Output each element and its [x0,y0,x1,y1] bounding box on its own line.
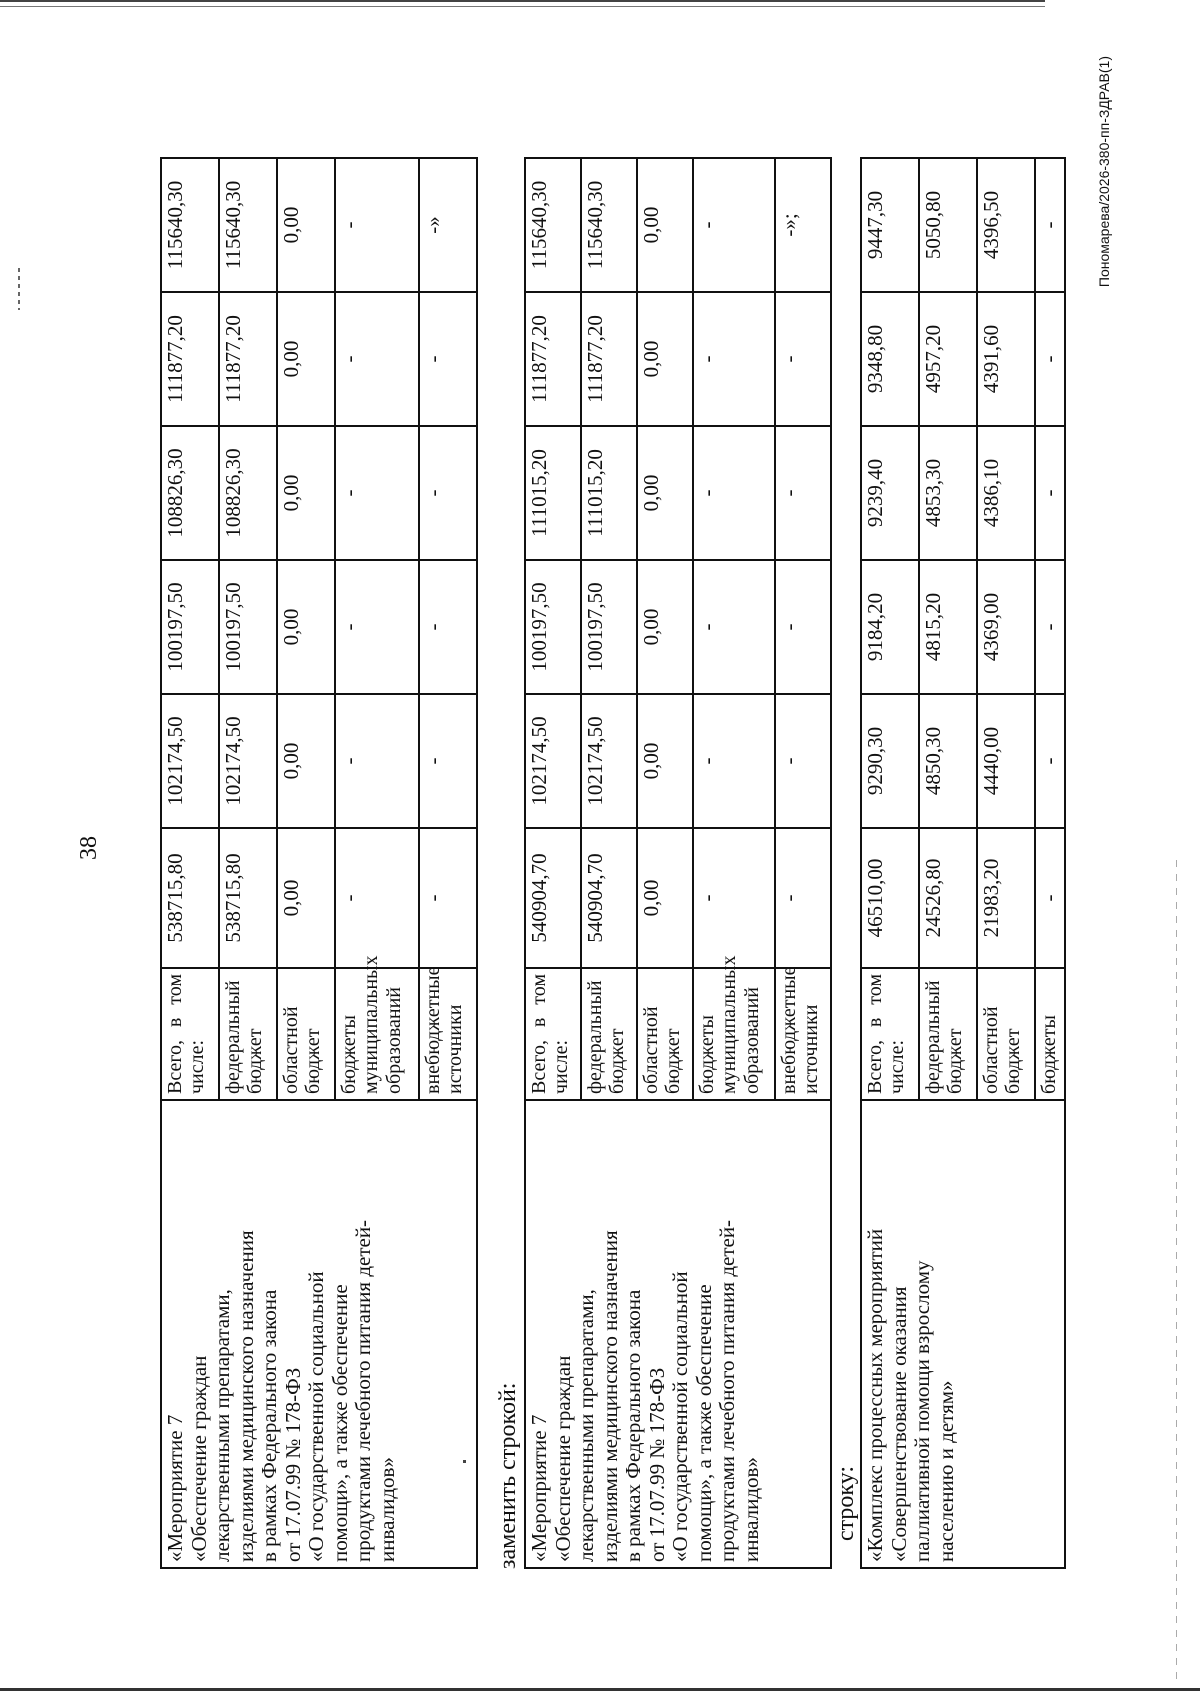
value-cell: - [693,828,775,968]
measure-name-line: лекарственными препаратами, [210,1289,235,1562]
budget-table-old [160,157,478,1569]
table-row [161,158,219,1568]
measure-name-line: «Комплекс процессных мероприятий [863,1228,887,1562]
value-cell: 24526,80 [919,828,977,968]
value-cell: 111877,20 [219,292,277,426]
value-cell: - [693,158,775,292]
value-cell: 115640,30 [161,158,219,292]
value-cell: 115640,30 [581,158,637,292]
value-cell: 102174,50 [161,694,219,828]
measure-name-line: продуктами лечебного питания детей- [715,1219,740,1562]
funding-source-cell [581,968,637,1100]
value-cell: 5050,80 [919,158,977,292]
value-cell: -» [419,158,477,292]
value-cell: - [775,292,831,426]
source-text: областной [640,1006,662,1094]
table-row [861,158,919,1568]
value-cell: - [693,694,775,828]
source-text: бюджет [244,1028,267,1094]
funding-source-cell [161,968,219,1100]
measure-name-line: изделиями медицинского назначения [233,1230,258,1562]
source-text: числе: [550,1039,573,1094]
value-cell: 9447,30 [861,158,919,292]
value-cell: - [775,828,831,968]
value-cell: - [419,292,477,426]
source-text: образований [740,986,763,1094]
value-cell: 102174,50 [219,694,277,828]
document-code: Пономарева/2026-380-пп-ЗДРАВ(1) [1096,56,1112,288]
source-text: областной [280,1006,302,1094]
source-text: Всего, [864,1039,886,1094]
funding-source-cell [861,968,919,1100]
measure-name-line: помощи», а также обеспечение [327,1284,352,1562]
measure-name-line: «О государственной социальной [668,1271,693,1562]
value-cell: - [419,426,477,560]
value-cell: 4391,60 [977,292,1035,426]
value-cell: 538715,80 [219,828,277,968]
measure-name-line: населению и детям» [933,1380,958,1562]
source-text: бюджет [302,1028,325,1094]
value-cell: - [775,426,831,560]
source-text: муниципальных [718,955,741,1094]
value-cell: - [419,828,477,968]
source-text: федеральный [922,980,944,1094]
source-text: бюджеты [1038,1015,1060,1094]
value-cell: 4815,20 [919,560,977,694]
source-text: бюджеты [338,1015,360,1094]
page-number: 38 [76,836,102,860]
source-text: источники [800,1004,823,1094]
source-text: бюджет [1002,1028,1025,1094]
value-cell: 100197,50 [219,560,277,694]
value-cell: - [1035,158,1065,292]
source-text: образований [382,986,405,1094]
value-cell: 100197,50 [161,560,219,694]
value-cell: 4853,30 [919,426,977,560]
source-text: источники [444,1004,467,1094]
measure-name-line: «Мероприятие 7 [527,1414,551,1562]
value-cell: - [335,828,419,968]
value-cell: - [1035,426,1065,560]
source-text: том [528,974,550,1005]
value-cell: 108826,30 [161,426,219,560]
measure-name-line: паллиативной помощи взрослому [910,1260,935,1562]
funding-source-cell [419,968,477,1100]
value-cell: - [335,560,419,694]
source-text: числе: [186,1039,209,1094]
section-label-rows: строку: [833,1465,859,1541]
funding-source-cell [219,968,277,1100]
value-cell: 0,00 [277,828,335,968]
value-cell: - [419,560,477,694]
value-cell: 21983,20 [977,828,1035,968]
measure-name-line: «Совершенствование оказания [886,1286,911,1562]
value-cell: 115640,30 [525,158,581,292]
budget-table-new [524,157,832,1569]
value-cell: 111877,20 [525,292,581,426]
value-cell: - [1035,694,1065,828]
value-cell: 100197,50 [525,560,581,694]
value-cell: - [1035,828,1065,968]
source-text: в [864,1017,886,1028]
value-cell: 0,00 [277,426,335,560]
value-cell: 111877,20 [581,292,637,426]
value-cell: 4850,30 [919,694,977,828]
value-cell: 9348,80 [861,292,919,426]
funding-source-cell [1035,968,1065,1100]
measure-name-line: помощи», а также обеспечение [691,1284,716,1562]
source-text: Всего, [528,1039,550,1094]
funding-source-cell [977,968,1035,1100]
source-text: бюджет [606,1028,629,1094]
funding-source-cell [335,955,419,1100]
source-text: внебюджетные [778,966,800,1094]
value-cell: 4440,00 [977,694,1035,828]
value-cell: 9290,30 [861,694,919,828]
value-cell: - [335,158,419,292]
source-text: том [164,974,186,1005]
source-text: бюджет [662,1028,685,1094]
value-cell: 540904,70 [525,828,581,968]
value-cell: 111015,20 [525,426,581,560]
source-text: том [864,974,886,1005]
funding-source-cell [775,968,831,1100]
funding-source-cell [277,968,335,1100]
value-cell: - [693,426,775,560]
value-cell: 4957,20 [919,292,977,426]
source-text: числе: [886,1039,909,1094]
measure-name-line: изделиями медицинского назначения [597,1230,622,1562]
measure-name-cell [525,1100,831,1568]
source-text: бюджеты [696,1015,718,1094]
value-cell: - [775,560,831,694]
measure-name-line: в рамках Федерального закона [621,1289,646,1562]
value-cell: 0,00 [277,292,335,426]
value-cell: 115640,30 [219,158,277,292]
value-cell: 102174,50 [581,694,637,828]
value-cell: 9184,20 [861,560,919,694]
value-cell: - [335,426,419,560]
measure-name-line: продуктами лечебного питания детей- [351,1219,376,1562]
source-text: в [164,1017,186,1028]
measure-name-line: «Мероприятие 7 [163,1414,187,1562]
source-text: бюджет [944,1028,967,1094]
funding-source-cell [525,968,581,1100]
source-text: областной [980,1006,1002,1094]
value-cell: 0,00 [277,560,335,694]
value-cell: 4386,10 [977,426,1035,560]
measure-name-line: инвалидов» [374,1457,399,1562]
measure-name-line: «Обеспечение граждан [186,1355,211,1562]
measure-name-line: в рамках Федерального закона [257,1289,282,1562]
value-cell: 4369,00 [977,560,1035,694]
value-cell: 9239,40 [861,426,919,560]
value-cell: 4396,50 [977,158,1035,292]
value-cell: - [1035,560,1065,694]
measure-name-line: от 17.07.99 № 178-ФЗ [644,1367,669,1562]
measure-name-line: «О государственной социальной [304,1271,329,1562]
measure-name-line: «Обеспечение граждан [550,1355,575,1562]
value-cell: 0,00 [637,694,693,828]
value-cell: -»; [775,158,831,292]
value-cell: - [1035,292,1065,426]
table-row [525,158,581,1568]
source-text: Всего, [164,1039,186,1094]
value-cell: - [335,292,419,426]
budget-table-palliative [860,157,1066,1569]
source-text: внебюджетные [422,966,444,1094]
section-label-replace: заменить строкой: [495,1382,521,1569]
value-cell: 540904,70 [581,828,637,968]
value-cell: 538715,80 [161,828,219,968]
funding-source-cell [919,968,977,1100]
source-text: федеральный [584,980,606,1094]
measure-name-cell [861,1100,1065,1568]
value-cell: 0,00 [637,828,693,968]
value-cell: 46510,00 [861,828,919,968]
measure-name-line: от 17.07.99 № 178-ФЗ [280,1367,305,1562]
value-cell: 0,00 [637,426,693,560]
measure-name-line: лекарственными препаратами, [574,1289,599,1562]
value-cell: 0,00 [277,694,335,828]
value-cell: 108826,30 [219,426,277,560]
value-cell: 102174,50 [525,694,581,828]
value-cell: 0,00 [637,292,693,426]
funding-source-cell [637,968,693,1100]
measure-name-cell [161,1100,477,1568]
source-text: муниципальных [360,955,383,1094]
source-text: федеральный [222,980,244,1094]
measure-name-line: инвалидов» [738,1457,763,1562]
value-cell: - [775,694,831,828]
value-cell: 0,00 [277,158,335,292]
value-cell: - [335,694,419,828]
value-cell: 100197,50 [581,560,637,694]
value-cell: - [419,694,477,828]
value-cell: 111015,20 [581,426,637,560]
value-cell: 0,00 [637,158,693,292]
value-cell: 111877,20 [161,292,219,426]
value-cell: 0,00 [637,560,693,694]
source-text: в [528,1017,550,1028]
funding-source-cell [693,955,775,1100]
value-cell: - [693,560,775,694]
value-cell: - [693,292,775,426]
